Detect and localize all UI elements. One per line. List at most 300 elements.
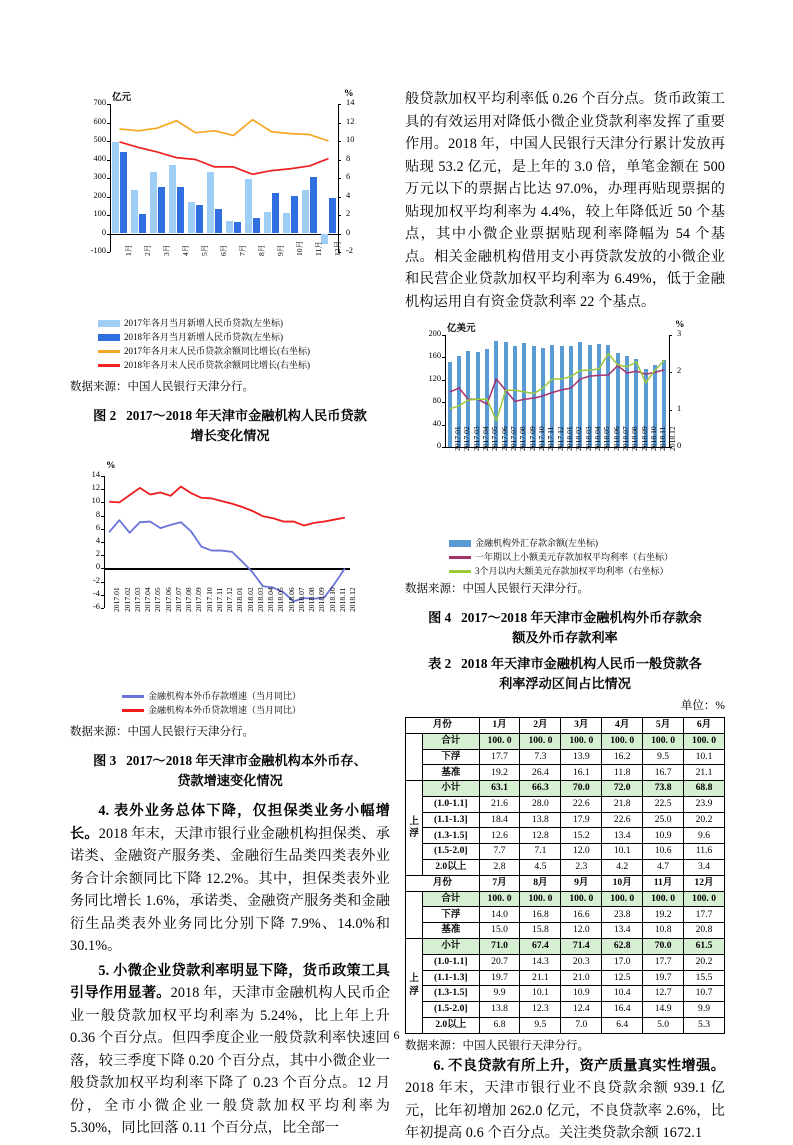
- table-row-label: 合计: [423, 733, 480, 749]
- fig3-xtick: 2017.06: [163, 587, 173, 612]
- table-cell: 22.6: [602, 812, 643, 828]
- table-row: [406, 860, 725, 876]
- figure-2-source: 数据来源：中国人民银行天津分行。: [70, 381, 254, 393]
- legend-item: [449, 551, 725, 564]
- table-cell: 11.8: [602, 765, 643, 781]
- table-row-label: 下浮: [423, 907, 480, 923]
- figure-3-legend: [122, 690, 390, 717]
- fig4-xtick: 2018.07: [620, 426, 630, 451]
- table-cell: 62.8: [602, 938, 643, 954]
- fig4-xtick: 2018.06: [611, 426, 621, 451]
- fig2-y2tick: 6: [346, 172, 351, 181]
- fig3-xtick: 2018.01: [235, 587, 245, 612]
- figure-3-caption: [70, 751, 390, 791]
- table-cell: 73.8: [643, 781, 684, 797]
- table-cell: 100. 0: [520, 891, 561, 907]
- figure-4-caption-line1: 2017～2018 年天津市金融机构外币存款余: [461, 610, 702, 625]
- table-cell: 100. 0: [561, 733, 602, 749]
- fig4-xtick: 2017.07: [508, 426, 518, 451]
- fig3-ytick: 2: [95, 549, 100, 559]
- table-cell: 14.9: [643, 1002, 684, 1018]
- fig3-xtick: 2017.12: [225, 587, 235, 612]
- table-cell: 12.0: [561, 844, 602, 860]
- table-cell: 23.9: [684, 796, 725, 812]
- fig4-xtick: 2018.01: [564, 426, 574, 451]
- fig4-xtick: 2017.06: [499, 426, 509, 451]
- table-cell: 4.2: [602, 860, 643, 876]
- table-side-label: 上 浮: [406, 781, 423, 876]
- fig2-xtick: 8月: [256, 244, 266, 256]
- figure-3-chart: [70, 462, 390, 662]
- table-cell: 17.7: [684, 907, 725, 923]
- table-row-label: (1.3-1.5]: [423, 828, 480, 844]
- figure-4-legend: [449, 537, 725, 578]
- figure-3-source: 数据来源：中国人民银行天津分行。: [70, 726, 254, 738]
- fig4-xtick: 2017.05: [490, 426, 500, 451]
- table-cell: 2.3: [561, 860, 602, 876]
- table-cell: 5.3: [684, 1017, 725, 1033]
- table-cell: 19.2: [643, 907, 684, 923]
- table-cell: 14.3: [520, 954, 561, 970]
- table-row: [406, 733, 725, 749]
- table-cell: 21.1: [684, 765, 725, 781]
- figure-3-caption-line1: 2017～2018 年天津市金融机构本外币存、: [126, 753, 367, 768]
- table-header-row: [406, 875, 725, 891]
- fig3-xtick: 2017.10: [204, 587, 214, 612]
- table-cell: 71.0: [479, 938, 520, 954]
- table-cell: 22.6: [561, 796, 602, 812]
- fig4-xtick: 2017.11: [546, 426, 556, 451]
- table-cell: 13.8: [520, 812, 561, 828]
- fig3-xtick: 2017.01: [112, 587, 122, 612]
- legend-item: [449, 565, 725, 578]
- table-cell: 72.0: [602, 781, 643, 797]
- table-header-cell: 10月: [602, 875, 643, 891]
- table-cell: 17.7: [479, 749, 520, 765]
- legend-line: [449, 556, 471, 558]
- fig3-xtick: 2017.09: [194, 587, 204, 612]
- fig2-xtick: 5月: [199, 244, 209, 256]
- figure-2-legend: [98, 317, 378, 372]
- fig3-xtick: 2018.10: [327, 587, 337, 612]
- fig3-xtick: 2017.04: [143, 587, 153, 612]
- table-cell: 16.2: [602, 749, 643, 765]
- table-row-label: 2.0以上: [423, 860, 480, 876]
- table-cell: 10.6: [643, 844, 684, 860]
- table-cell: 13.9: [561, 749, 602, 765]
- table-row: [406, 828, 725, 844]
- table-cell: 7.3: [520, 749, 561, 765]
- legend-swatch: [98, 334, 120, 341]
- table-cell: 9.9: [684, 1002, 725, 1018]
- table-row-label: 合计: [423, 891, 480, 907]
- table-cell: 17.7: [643, 954, 684, 970]
- table-cell: 20.3: [561, 954, 602, 970]
- table-cell: 7.0: [561, 1017, 602, 1033]
- fig3-xtick: 2018.06: [286, 587, 296, 612]
- table-2-caption-number: 表 2: [428, 656, 452, 671]
- table-2-unit: 单位：%: [680, 700, 725, 712]
- fig2-xtick: 10月: [294, 240, 304, 256]
- fig3-xtick: 2017.07: [173, 587, 183, 612]
- fig3-xtick: 2017.11: [214, 587, 224, 612]
- table-cell: 12.3: [520, 1002, 561, 1018]
- paragraph-4-text: 2018 年末，天津市银行业金融机构担保类、承诺类、金融资产服务类、金融衍生品类四类表外业务合计余额同比下降 12.2%。其中，担保类表外业务同比增长 1.6%，承诺类、金融资产服务类和金融衍生品类表外业务同比分别下降 7.9%、14.0%和 30.1%。: [70, 825, 390, 954]
- figure-4-chart: [405, 321, 725, 511]
- fig4-xtick: 2017.08: [518, 426, 528, 451]
- legend-line: [98, 364, 120, 366]
- fig4-xtick: 2017.04: [480, 426, 490, 451]
- figure-4-caption: [405, 608, 725, 648]
- table-cell: 100. 0: [561, 891, 602, 907]
- fig2-y2tick: 2: [346, 209, 351, 218]
- table-cell: 10.1: [520, 986, 561, 1002]
- paragraph-5-text: 2018 年，天津市金融机构人民币企业一般贷款加权平均利率为 5.24%，比上年上升 0.36 个百分点。但四季度企业一般贷款利率快速回落，较三季度下降 0.20 个百分点，其中小微企业一般贷款加权平均利率下降了 0.23 个百分点。12 月份，全市小微企业一般贷款加权平均利率为 5.30%，同比回落 0.11 个百分点，比全部一: [70, 985, 390, 1136]
- fig3-ytick: 12: [91, 483, 100, 493]
- fig3-xtick: 2018.12: [348, 587, 358, 612]
- legend-label: 2018年各月末人民币贷款余额同比增长(右坐标): [124, 360, 310, 370]
- table-row: [406, 1002, 725, 1018]
- table-cell: 15.0: [479, 923, 520, 939]
- table-cell: 19.7: [479, 970, 520, 986]
- paragraph-4-heading: 4. 表外业务总体下降，仅担保类业务小幅增长。: [70, 803, 390, 842]
- table-cell: 3.4: [684, 860, 725, 876]
- fig3-ytick: 4: [95, 536, 100, 545]
- table-row: [406, 954, 725, 970]
- table-2-source: 数据来源：中国人民银行天津分行。: [405, 1039, 589, 1052]
- table-row: [406, 923, 725, 939]
- legend-line: [122, 695, 144, 697]
- table-cell: 70.0: [643, 938, 684, 954]
- fig4-ytick: 80: [432, 396, 441, 406]
- table-cell: 100. 0: [684, 891, 725, 907]
- right-column: [405, 88, 725, 1145]
- fig2-y2tick: 4: [346, 190, 351, 200]
- fig4-xtick: 2017.02: [462, 426, 472, 451]
- legend-item: [122, 704, 390, 717]
- fig3-ytick: 0: [95, 562, 100, 572]
- fig3-xtick: 2018.02: [245, 587, 255, 612]
- table-header-cell: 6月: [684, 718, 725, 734]
- legend-label: 2018年各月当月新增人民币贷款(左坐标): [124, 332, 283, 342]
- fig3-xtick: 2018.04: [266, 587, 276, 612]
- table-cell: 12.6: [479, 828, 520, 844]
- table-cell: 10.9: [643, 828, 684, 844]
- table-side-blank: [406, 891, 423, 938]
- table-cell: 16.8: [520, 907, 561, 923]
- legend-item: [98, 345, 378, 358]
- table-cell: 67.4: [520, 938, 561, 954]
- fig2-ytick: 300: [93, 172, 106, 181]
- table-cell: 66.3: [520, 781, 561, 797]
- fig4-ytick: 120: [428, 373, 441, 383]
- table-cell: 12.8: [520, 828, 561, 844]
- table-cell: 4.5: [520, 860, 561, 876]
- legend-label: 2017年各月当月新增人民币贷款(左坐标): [124, 318, 283, 328]
- paragraph-6-text: 2018 年末，天津市银行业不良贷款余额 939.1 亿元，比年初增加 262.0 亿元，不良贷款率 2.6%，比年初提高 0.6 个百分点。关注类贷款余额 1672.1: [405, 1080, 725, 1142]
- figure-2-caption-number: 图 2: [93, 408, 117, 423]
- table-cell: 100. 0: [643, 733, 684, 749]
- fig3-xtick: 2018.09: [317, 587, 327, 612]
- fig4-xtick: 2018.02: [574, 426, 584, 451]
- table-cell: 63.1: [479, 781, 520, 797]
- figure-3-caption-line2: 贷款增速变化情况: [177, 773, 283, 788]
- table-cell: 20.7: [479, 954, 520, 970]
- table-cell: 20.8: [684, 923, 725, 939]
- fig4-ytick: 200: [428, 329, 441, 338]
- table-row-label: 小计: [423, 781, 480, 797]
- table-cell: 16.1: [561, 765, 602, 781]
- table-cell: 12.7: [643, 986, 684, 1002]
- fig2-xtick: 12月: [332, 240, 342, 256]
- fig4-xtick: 2017.09: [527, 426, 537, 451]
- table-cell: 2.8: [479, 860, 520, 876]
- table-row-label: 基准: [423, 923, 480, 939]
- legend-item: [98, 359, 378, 372]
- fig4-ytick: 40: [432, 418, 441, 428]
- fig4-xtick: 2018.09: [639, 426, 649, 451]
- table-cell: 7.7: [479, 844, 520, 860]
- table-cell: 20.2: [684, 812, 725, 828]
- table-side-label: 上 浮: [406, 938, 423, 1033]
- fig4-xtick: 2018.04: [592, 426, 602, 451]
- table-row: [406, 986, 725, 1002]
- table-row: [406, 938, 725, 954]
- page-number: 6: [393, 1028, 400, 1042]
- table-cell: 10.1: [602, 844, 643, 860]
- table-cell: 10.8: [643, 923, 684, 939]
- legend-item: [98, 317, 378, 330]
- fig2-ytick: -100: [90, 246, 106, 255]
- table-header-row: [406, 718, 725, 734]
- table-cell: 17.0: [602, 954, 643, 970]
- table-2-caption-line2: 利率浮动区间占比情况: [499, 676, 631, 691]
- table-header-month: 月份: [406, 875, 480, 891]
- table-cell: 21.6: [479, 796, 520, 812]
- table-2: [405, 717, 725, 1034]
- fig3-xtick: 2018.03: [255, 587, 265, 612]
- fig2-ytick: 0: [101, 227, 106, 237]
- table-cell: 100. 0: [602, 891, 643, 907]
- table-cell: 9.5: [520, 1017, 561, 1033]
- table-cell: 13.4: [602, 923, 643, 939]
- table-cell: 20.2: [684, 954, 725, 970]
- fig2-ytick: 100: [93, 209, 106, 218]
- table-row-label: (1.1-1.3]: [423, 812, 480, 828]
- table-cell: 70.0: [561, 781, 602, 797]
- fig2-lines: [70, 88, 390, 293]
- table-row: [406, 765, 725, 781]
- fig4-xtick: 2018.08: [630, 426, 640, 451]
- legend-line: [122, 709, 144, 711]
- table-row-label: 基准: [423, 765, 480, 781]
- table-cell: 25.0: [643, 812, 684, 828]
- fig4-xtick: 2018.03: [583, 426, 593, 451]
- fig2-ytick: 600: [93, 116, 106, 126]
- table-cell: 10.7: [684, 986, 725, 1002]
- fig4-y2tick: 2: [677, 366, 682, 376]
- fig3-ytick: 14: [91, 470, 100, 479]
- table-header-cell: 8月: [520, 875, 561, 891]
- fig4-xtick: 2018.05: [602, 426, 612, 451]
- paragraph-4: [70, 800, 390, 958]
- fig4-xtick: 2017.03: [471, 426, 481, 451]
- table-row-label: 2.0以上: [423, 1017, 480, 1033]
- table-header-month: 月份: [406, 718, 480, 734]
- fig2-y2tick: 8: [346, 153, 351, 163]
- paragraph-5: [70, 960, 390, 1140]
- fig2-xtick: 4月: [180, 244, 190, 256]
- table-2-caption-line1: 2018 年天津市金融机构人民币一般贷款各: [461, 656, 702, 671]
- fig4-y2tick: 1: [677, 403, 682, 413]
- table-cell: 22.5: [643, 796, 684, 812]
- paragraph-6-heading: 6. 不良贷款有所上升，资产质量真实性增强。: [433, 1057, 725, 1074]
- legend-swatch: [449, 540, 471, 547]
- table-cell: 11.6: [684, 844, 725, 860]
- table-row: [406, 891, 725, 907]
- table-cell: 100. 0: [684, 733, 725, 749]
- legend-label: 金融机构本外币贷款增速（当月同比）: [148, 705, 302, 715]
- fig2-xtick: 11月: [313, 241, 323, 256]
- table-cell: 13.8: [479, 1002, 520, 1018]
- fig2-xtick: 3月: [161, 244, 171, 256]
- table-cell: 21.1: [520, 970, 561, 986]
- fig2-y2-axis-unit: %: [344, 89, 354, 99]
- fig3-xtick: 2017.05: [153, 587, 163, 612]
- paragraph-top: 般贷款加权平均利率低 0.26 个百分点。货币政策工具的有效运用对降低小微企业贷款利率发挥了重要作用。2018 年，中国人民银行天津分行累计发放再贴现 53.2 亿元，是上年的 3.0 倍，单笔金额在 500 万元以下的票据占比达 97.0%，办理再贴现票据的贴现加权平均利率为 4.4%，较上年降低近 50 个基点，其中小微企业票据贴现利率降幅为 54 个基点。相关金融机构借用支小再贷款发放的小微企业和民营企业贷款加权平均利率为 6.49%，低于金融机构运用自有资金贷款利率 22 个基点。: [405, 91, 725, 310]
- fig4-y-axis-unit: 亿美元: [447, 324, 476, 334]
- table-cell: 14.0: [479, 907, 520, 923]
- legend-label: 金融机构本外币存款增速（当月同比）: [148, 691, 302, 701]
- fig2-xtick: 9月: [275, 244, 285, 256]
- figure-3-caption-number: 图 3: [93, 753, 117, 768]
- legend-item: [98, 331, 378, 344]
- fig3-ytick: 6: [95, 522, 100, 532]
- table-cell: 61.5: [684, 938, 725, 954]
- table-cell: 26.4: [520, 765, 561, 781]
- fig3-ytick: -6: [93, 602, 100, 611]
- fig4-y2tick: 0: [677, 441, 682, 450]
- table-cell: 16.4: [602, 1002, 643, 1018]
- table-cell: 9.6: [684, 828, 725, 844]
- table-cell: 12.4: [561, 1002, 602, 1018]
- table-header-cell: 11月: [643, 875, 684, 891]
- table-cell: 9.9: [479, 986, 520, 1002]
- table-row-label: (1.0-1.1]: [423, 954, 480, 970]
- legend-label: 一年期以上小额美元存款加权平均利率（右坐标）: [475, 552, 674, 562]
- fig3-xtick: 2018.05: [276, 587, 286, 612]
- table-header-cell: 1月: [479, 718, 520, 734]
- figure-4-source: 数据来源：中国人民银行天津分行。: [405, 583, 589, 595]
- table-cell: 10.9: [561, 986, 602, 1002]
- table-cell: 12.0: [561, 923, 602, 939]
- fig3-xtick: 2017.03: [132, 587, 142, 612]
- fig2-xtick: 2月: [142, 244, 152, 256]
- table-cell: 71.4: [561, 938, 602, 954]
- fig3-ytick: -2: [93, 575, 100, 585]
- table-cell: 6.4: [602, 1017, 643, 1033]
- fig4-xtick: 2018.12: [667, 426, 677, 451]
- fig4-xtick: 2017.01: [452, 426, 462, 451]
- figure-2-caption: [70, 406, 390, 446]
- fig3-xtick: 2018.11: [337, 587, 347, 612]
- table-cell: 15.8: [520, 923, 561, 939]
- fig2-ytick: 200: [93, 190, 106, 200]
- fig3-xtick: 2017.08: [184, 587, 194, 612]
- figure-4-caption-number: 图 4: [428, 610, 452, 625]
- table-cell: 12.5: [602, 970, 643, 986]
- legend-line: [449, 570, 471, 572]
- table-row: [406, 970, 725, 986]
- fig2-y2tick: 14: [346, 98, 355, 107]
- fig4-y2-axis-unit: %: [675, 320, 685, 330]
- fig3-ytick: 10: [91, 496, 100, 506]
- figure-2-caption-line2: 增长变化情况: [190, 428, 270, 443]
- legend-item: [449, 537, 725, 550]
- table-cell: 19.7: [643, 970, 684, 986]
- legend-label: 2017年各月末人民币贷款余额同比增长(右坐标): [124, 346, 310, 356]
- fig2-y2tick: 12: [346, 116, 355, 126]
- legend-swatch: [98, 320, 120, 327]
- table-cell: 4.7: [643, 860, 684, 876]
- fig4-xtick: 2018.11: [658, 426, 668, 451]
- table-row: [406, 796, 725, 812]
- fig2-y2tick: -2: [346, 246, 353, 255]
- table-cell: 7.1: [520, 844, 561, 860]
- left-column: [70, 88, 390, 1140]
- fig2-xtick: 7月: [237, 244, 247, 256]
- table-cell: 19.2: [479, 765, 520, 781]
- legend-label: 3个月以内大额美元存款加权平均利率（右坐标）: [475, 566, 669, 576]
- table-cell: 10.1: [684, 749, 725, 765]
- table-cell: 100. 0: [520, 733, 561, 749]
- paragraph-6: [405, 1055, 725, 1145]
- table-header-cell: 5月: [643, 718, 684, 734]
- table-row-label: (1.5-2.0]: [423, 1002, 480, 1018]
- fig4-lines: [405, 321, 725, 511]
- fig4-xtick: 2017.10: [536, 426, 546, 451]
- table-row-label: (1.0-1.1]: [423, 796, 480, 812]
- fig2-ytick: 400: [93, 153, 106, 163]
- fig3-ytick: 8: [95, 509, 100, 519]
- fig4-xtick: 2018.10: [648, 426, 658, 451]
- table-row: [406, 812, 725, 828]
- table-cell: 13.4: [602, 828, 643, 844]
- legend-item: [122, 690, 390, 703]
- table-header-cell: 4月: [602, 718, 643, 734]
- fig3-y-axis-unit: %: [106, 461, 116, 471]
- table-header-cell: 2月: [520, 718, 561, 734]
- table-cell: 10.4: [602, 986, 643, 1002]
- table-cell: 17.9: [561, 812, 602, 828]
- fig2-xtick: 6月: [218, 244, 228, 256]
- fig3-ytick: -4: [93, 588, 100, 598]
- table-row-label: (1.5-2.0]: [423, 844, 480, 860]
- fig2-xtick: 1月: [123, 244, 133, 256]
- table-cell: 21.8: [602, 796, 643, 812]
- fig3-xtick: 2018.08: [307, 587, 317, 612]
- legend-label: 金融机构外汇存款余额(左坐标): [475, 538, 598, 548]
- paragraph-5-heading: 5. 小微企业贷款利率明显下降，货币政策工具引导作用显著。: [70, 962, 390, 1001]
- table-cell: 15.2: [561, 828, 602, 844]
- figure-2-chart: [70, 88, 390, 293]
- fig4-xtick: 2017.12: [555, 426, 565, 451]
- figure-2-caption-line1: 2017～2018 年天津市金融机构人民币贷款: [126, 408, 367, 423]
- table-cell: 5.0: [643, 1017, 684, 1033]
- table-cell: 9.5: [643, 749, 684, 765]
- table-cell: 21.0: [561, 970, 602, 986]
- table-row: [406, 844, 725, 860]
